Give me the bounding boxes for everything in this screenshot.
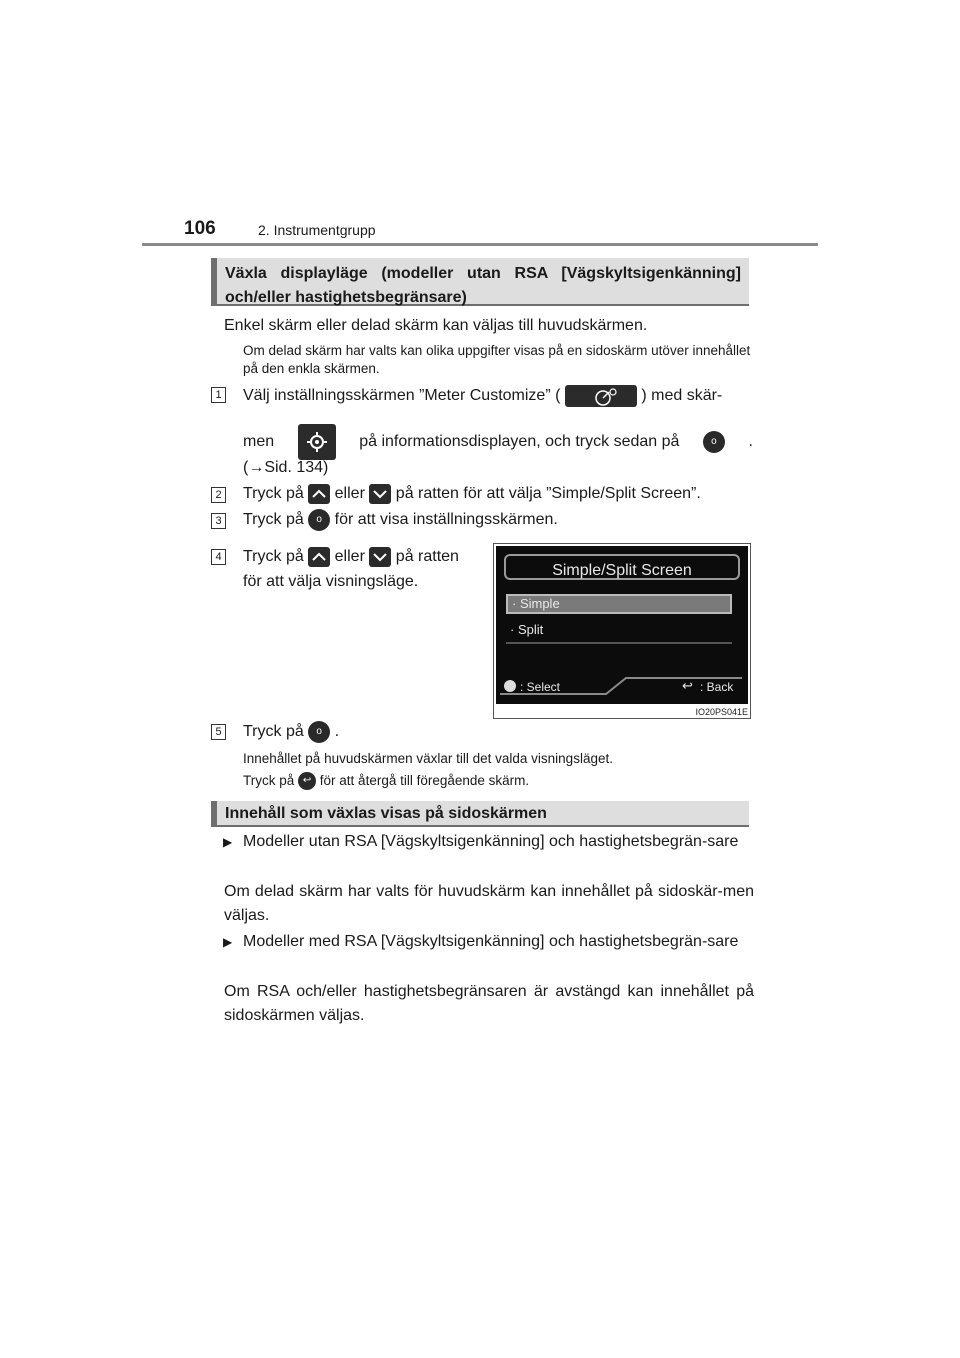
step-number-4: 4 [211,549,226,565]
step-5-text-b: . [334,723,340,740]
step-4-line-2: för att välja visningsläge. [243,573,419,590]
screen-title: Simple/Split Screen [552,562,692,579]
screen-footer-back: : Back [700,680,734,694]
back-note-b: för att återgå till föregående skärm. [319,773,530,788]
screen-option-split: · Split [510,622,544,637]
back-button-icon: ↩ [298,772,316,790]
step-4-line-1 [243,545,488,569]
step-4-text-a: Tryck på [243,548,304,565]
header-divider [142,243,818,246]
down-arrow-icon [369,484,391,504]
section-heading-display-mode: Växla displayläge (modeller utan RSA [Vägskyltsigenkänning] och/eller hastighetsbegränsare) [211,258,749,306]
step-2-text-b: eller [334,485,365,502]
bullet-arrow-icon: ▶ [223,935,233,949]
back-note-a: Tryck på [243,773,295,788]
result-text: Innehållet på huvudskärmen växlar till det valda visningsläget. [243,751,613,766]
enter-knob-icon: o [703,431,725,453]
intro-text: Enkel skärm eller delad skärm kan väljas till huvudskärmen. [224,317,648,334]
step-5-text [243,720,339,744]
paragraph-2: Om RSA och/eller hastighetsbegränsaren är avstängd kan innehållet på sidoskärmen väljas. [224,983,754,1024]
page-number: 106 [184,218,216,239]
screen-footer-select: : Select [520,680,561,694]
step-1-line-1 [243,384,753,408]
step-3-text-b: för att visa inställningsskärmen. [334,511,558,528]
paragraph-1: Om delad skärm har valts för huvudskärm kan innehållet på sidoskär-men väljas. [224,883,754,924]
step-1-text-d: på informationsdisplayen, och tryck sedan på [359,433,680,450]
bullet-text-2: Modeller med RSA [Vägskyltsigenkänning] och hastighetsbegrän-sare [243,933,739,950]
chapter-title: 2. Instrumentgrupp [258,222,376,238]
step-number-3: 3 [211,513,226,529]
bullet-text-1: Modeller utan RSA [Vägskyltsigenkänning] och hastighetsbegrän-sare [243,833,739,850]
display-screen [496,546,748,704]
step-4-text-b: eller [334,548,365,565]
step-1-text-e: . [748,433,753,450]
note-text: Om delad skärm har valts kan olika uppgifter visas på en sidoskärm utöver innehållet på den enkla skärmen. [243,343,751,376]
section-heading-side-screen: Innehåll som växlas visas på sidoskärmen [211,801,749,827]
screen-illustration [493,543,751,719]
step-2-text [243,482,763,506]
step-1-page-ref: (→Sid. 134) [243,459,329,476]
up-arrow-icon [308,484,330,504]
back-note [243,772,529,790]
screen-divider [506,642,732,644]
figure-code: IO20PS041E [695,707,748,717]
step-1-text-b: ) med skär- [641,387,723,404]
enter-knob-icon: o [308,721,330,743]
step-number-2: 2 [211,487,226,503]
select-knob-icon [504,680,516,692]
step-number-5: 5 [211,724,226,740]
step-1-text-a: Välj inställningsskärmen ”Meter Customize” ( [243,387,561,404]
bullet-arrow-icon: ▶ [223,835,233,849]
step-1-line-2 [243,424,753,460]
step-4-text-c: på ratten [395,548,459,565]
step-2-text-c: på ratten för att välja ”Simple/Split Screen”. [395,485,701,502]
back-arrow-icon: ↩ [682,678,693,693]
step-1-text-c: men [243,433,275,450]
step-3-text [243,508,558,532]
step-number-1: 1 [211,387,226,403]
down-arrow-icon [369,547,391,567]
step-5-text-a: Tryck på [243,723,304,740]
up-arrow-icon [308,547,330,567]
screen-option-simple: · Simple [506,594,732,614]
enter-knob-icon: o [308,509,330,531]
settings-gear-icon [298,424,336,460]
step-3-text-a: Tryck på [243,511,304,528]
meter-customize-icon [565,385,637,407]
step-2-text-a: Tryck på [243,485,304,502]
